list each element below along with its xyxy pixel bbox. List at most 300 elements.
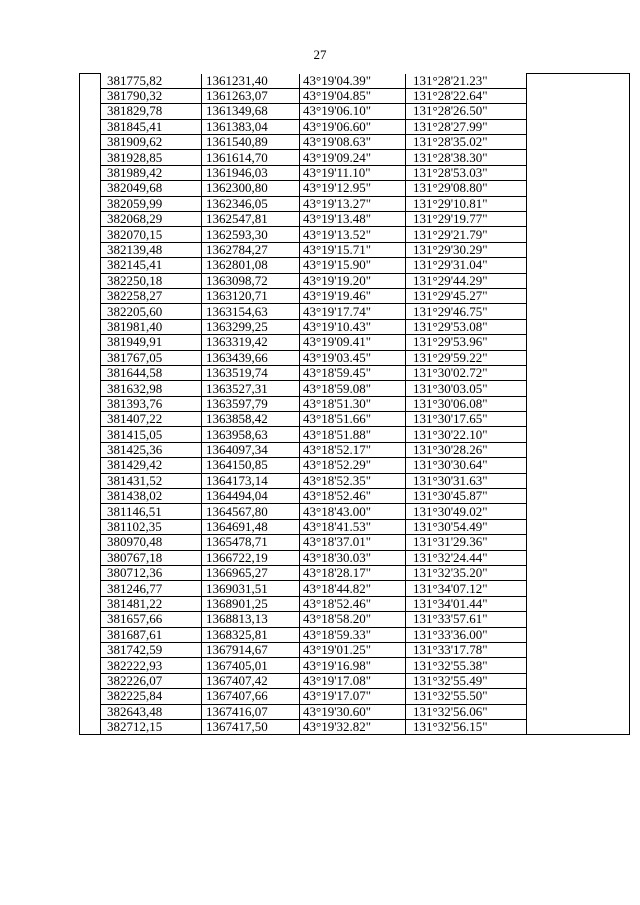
row-lead-cell [80,519,101,534]
coordinate-y-cell: 1362346,05 [202,196,300,211]
coordinate-y-cell: 1363858,42 [202,412,300,427]
latitude-cell: 43°19'17.74" [300,304,406,319]
longitude-cell: 131°29'53.08" [406,319,527,334]
latitude-cell: 43°18'30.03" [300,550,406,565]
longitude-cell: 131°29'53.96" [406,335,527,350]
coordinate-x-cell: 381393,76 [101,396,202,411]
longitude-cell: 131°29'19.77" [406,212,527,227]
coordinate-y-cell: 1364691,48 [202,519,300,534]
row-note-cell [527,104,630,119]
table-row [80,74,630,89]
latitude-cell: 43°18'51.88" [300,427,406,442]
coordinate-x-cell: 381246,77 [101,581,202,596]
coordinate-x-cell: 381928,85 [101,150,202,165]
coordinates-table-body [80,74,630,735]
row-lead-cell [80,258,101,273]
longitude-cell: 131°34'07.12" [406,581,527,596]
table-row [80,519,630,534]
row-lead-cell [80,273,101,288]
coordinate-x-cell: 381657,66 [101,612,202,627]
coordinate-x-cell: 381775,82 [101,74,202,89]
row-note-cell [527,504,630,519]
coordinate-y-cell: 1364494,04 [202,489,300,504]
table-row [80,242,630,257]
coordinate-x-cell: 381767,05 [101,350,202,365]
coordinate-x-cell: 381146,51 [101,504,202,519]
latitude-cell: 43°18'58.20" [300,612,406,627]
row-lead-cell [80,642,101,657]
longitude-cell: 131°32'55.49" [406,673,527,688]
table-row [80,642,630,657]
table-row [80,288,630,303]
coordinate-x-cell: 381429,42 [101,458,202,473]
coordinate-y-cell: 1362300,80 [202,181,300,196]
row-note-cell [527,335,630,350]
latitude-cell: 43°19'15.71" [300,242,406,257]
coordinate-x-cell: 381425,36 [101,442,202,457]
longitude-cell: 131°29'59.22" [406,350,527,365]
row-lead-cell [80,396,101,411]
row-note-cell [527,473,630,488]
row-note-cell [527,412,630,427]
coordinate-y-cell: 1361263,07 [202,88,300,103]
table-row [80,227,630,242]
longitude-cell: 131°29'46.75" [406,304,527,319]
coordinate-x-cell: 381438,02 [101,489,202,504]
table-row [80,550,630,565]
row-note-cell [527,88,630,103]
row-note-cell [527,673,630,688]
row-note-cell [527,74,630,89]
latitude-cell: 43°18'28.17" [300,566,406,581]
coordinate-y-cell: 1361231,40 [202,74,300,89]
row-note-cell [527,258,630,273]
table-row [80,627,630,642]
row-note-cell [527,458,630,473]
table-row [80,135,630,150]
longitude-cell: 131°29'30.29" [406,242,527,257]
longitude-cell: 131°33'36.00" [406,627,527,642]
row-lead-cell [80,627,101,642]
coordinate-x-cell: 381742,59 [101,642,202,657]
row-note-cell [527,704,630,719]
table-row [80,458,630,473]
row-lead-cell [80,673,101,688]
row-lead-cell [80,504,101,519]
coordinate-x-cell: 380712,36 [101,566,202,581]
coordinate-y-cell: 1363120,71 [202,288,300,303]
table-row [80,673,630,688]
row-lead-cell [80,535,101,550]
latitude-cell: 43°19'12.95" [300,181,406,196]
latitude-cell: 43°19'06.60" [300,119,406,134]
latitude-cell: 43°19'03.45" [300,350,406,365]
latitude-cell: 43°18'44.82" [300,581,406,596]
coordinate-y-cell: 1363299,25 [202,319,300,334]
row-lead-cell [80,150,101,165]
row-note-cell [527,227,630,242]
row-note-cell [527,581,630,596]
row-note-cell [527,489,630,504]
table-row [80,412,630,427]
longitude-cell: 131°32'35.20" [406,566,527,581]
longitude-cell: 131°28'21.23" [406,74,527,89]
longitude-cell: 131°30'17.65" [406,412,527,427]
latitude-cell: 43°18'43.00" [300,504,406,519]
table-row [80,396,630,411]
table-row [80,258,630,273]
row-lead-cell [80,596,101,611]
latitude-cell: 43°19'15.90" [300,258,406,273]
row-lead-cell [80,612,101,627]
row-lead-cell [80,135,101,150]
longitude-cell: 131°32'55.50" [406,689,527,704]
longitude-cell: 131°30'54.49" [406,519,527,534]
table-row [80,350,630,365]
longitude-cell: 131°30'06.08" [406,396,527,411]
table-row [80,489,630,504]
row-lead-cell [80,165,101,180]
table-row [80,427,630,442]
latitude-cell: 43°19'17.08" [300,673,406,688]
latitude-cell: 43°19'16.98" [300,658,406,673]
longitude-cell: 131°29'44.29" [406,273,527,288]
coordinate-x-cell: 381790,32 [101,88,202,103]
longitude-cell: 131°29'21.79" [406,227,527,242]
coordinate-x-cell: 381981,40 [101,319,202,334]
row-lead-cell [80,119,101,134]
latitude-cell: 43°18'37.01" [300,535,406,550]
row-note-cell [527,196,630,211]
coordinate-x-cell: 382139,48 [101,242,202,257]
latitude-cell: 43°19'10.43" [300,319,406,334]
latitude-cell: 43°18'51.66" [300,412,406,427]
longitude-cell: 131°32'56.06" [406,704,527,719]
coordinate-x-cell: 381949,91 [101,335,202,350]
coordinate-y-cell: 1368325,81 [202,627,300,642]
row-lead-cell [80,704,101,719]
row-lead-cell [80,88,101,103]
row-note-cell [527,288,630,303]
longitude-cell: 131°30'28.26" [406,442,527,457]
row-note-cell [527,550,630,565]
row-note-cell [527,119,630,134]
row-lead-cell [80,658,101,673]
coordinate-y-cell: 1361383,04 [202,119,300,134]
row-lead-cell [80,288,101,303]
longitude-cell: 131°30'31.63" [406,473,527,488]
table-row [80,581,630,596]
row-lead-cell [80,689,101,704]
table-row [80,165,630,180]
coordinate-y-cell: 1367405,01 [202,658,300,673]
coordinate-y-cell: 1363519,74 [202,365,300,380]
longitude-cell: 131°29'10.81" [406,196,527,211]
longitude-cell: 131°32'55.38" [406,658,527,673]
coordinate-x-cell: 381632,98 [101,381,202,396]
row-lead-cell [80,365,101,380]
coordinate-y-cell: 1367417,50 [202,719,300,734]
row-lead-cell [80,473,101,488]
longitude-cell: 131°32'24.44" [406,550,527,565]
coordinate-x-cell: 381415,05 [101,427,202,442]
table-row [80,196,630,211]
coordinate-y-cell: 1363319,42 [202,335,300,350]
table-row [80,119,630,134]
row-lead-cell [80,181,101,196]
table-row [80,566,630,581]
row-lead-cell [80,212,101,227]
coordinate-y-cell: 1365478,71 [202,535,300,550]
coordinate-y-cell: 1368901,25 [202,596,300,611]
latitude-cell: 43°18'52.29" [300,458,406,473]
latitude-cell: 43°18'52.17" [300,442,406,457]
row-note-cell [527,304,630,319]
coordinate-x-cell: 381845,41 [101,119,202,134]
coordinate-x-cell: 382225,84 [101,689,202,704]
coordinate-y-cell: 1364097,34 [202,442,300,457]
row-lead-cell [80,104,101,119]
coordinate-x-cell: 381644,58 [101,365,202,380]
table-row [80,88,630,103]
coordinate-y-cell: 1361946,03 [202,165,300,180]
coordinate-y-cell: 1367407,42 [202,673,300,688]
longitude-cell: 131°33'57.61" [406,612,527,627]
coordinate-y-cell: 1367407,66 [202,689,300,704]
latitude-cell: 43°18'41.53" [300,519,406,534]
table-row [80,719,630,734]
row-lead-cell [80,458,101,473]
row-note-cell [527,719,630,734]
coordinate-x-cell: 382145,41 [101,258,202,273]
coordinate-y-cell: 1363154,63 [202,304,300,319]
latitude-cell: 43°19'13.27" [300,196,406,211]
longitude-cell: 131°33'17.78" [406,642,527,657]
coordinate-y-cell: 1366722,19 [202,550,300,565]
coordinate-x-cell: 381989,42 [101,165,202,180]
page-number: 27 [313,47,327,62]
table-row [80,658,630,673]
coordinate-y-cell: 1362801,08 [202,258,300,273]
coordinate-x-cell: 382643,48 [101,704,202,719]
row-note-cell [527,396,630,411]
row-note-cell [527,566,630,581]
row-lead-cell [80,319,101,334]
coordinate-x-cell: 382250,18 [101,273,202,288]
latitude-cell: 43°19'06.10" [300,104,406,119]
coordinate-x-cell: 381481,22 [101,596,202,611]
coordinate-y-cell: 1363597,79 [202,396,300,411]
latitude-cell: 43°18'59.45" [300,365,406,380]
table-row [80,612,630,627]
coordinate-x-cell: 382258,27 [101,288,202,303]
latitude-cell: 43°18'59.08" [300,381,406,396]
row-note-cell [527,689,630,704]
latitude-cell: 43°19'11.10" [300,165,406,180]
coordinate-y-cell: 1369031,51 [202,581,300,596]
longitude-cell: 131°31'29.36" [406,535,527,550]
coordinate-y-cell: 1363527,31 [202,381,300,396]
coordinate-y-cell: 1366965,27 [202,566,300,581]
row-note-cell [527,273,630,288]
coordinate-y-cell: 1368813,13 [202,612,300,627]
row-lead-cell [80,381,101,396]
latitude-cell: 43°19'13.52" [300,227,406,242]
coordinate-x-cell: 381687,61 [101,627,202,642]
longitude-cell: 131°30'45.87" [406,489,527,504]
table-row [80,504,630,519]
coordinate-x-cell: 380970,48 [101,535,202,550]
coordinates-table [79,73,630,735]
row-lead-cell [80,304,101,319]
row-lead-cell [80,74,101,89]
latitude-cell: 43°19'19.20" [300,273,406,288]
longitude-cell: 131°28'27.99" [406,119,527,134]
latitude-cell: 43°19'04.85" [300,88,406,103]
table-row [80,304,630,319]
row-lead-cell [80,412,101,427]
row-note-cell [527,212,630,227]
coordinate-x-cell: 381102,35 [101,519,202,534]
row-note-cell [527,596,630,611]
row-note-cell [527,181,630,196]
latitude-cell: 43°18'51.30" [300,396,406,411]
latitude-cell: 43°19'09.41" [300,335,406,350]
row-note-cell [527,242,630,257]
table-row [80,319,630,334]
latitude-cell: 43°19'04.39" [300,74,406,89]
row-note-cell [527,442,630,457]
row-note-cell [527,381,630,396]
coordinate-x-cell: 382068,29 [101,212,202,227]
row-lead-cell [80,489,101,504]
longitude-cell: 131°28'35.02" [406,135,527,150]
longitude-cell: 131°29'45.27" [406,288,527,303]
row-lead-cell [80,581,101,596]
latitude-cell: 43°19'13.48" [300,212,406,227]
row-note-cell [527,658,630,673]
row-lead-cell [80,227,101,242]
row-lead-cell [80,550,101,565]
latitude-cell: 43°19'09.24" [300,150,406,165]
table-row [80,473,630,488]
row-note-cell [527,135,630,150]
longitude-cell: 131°30'49.02" [406,504,527,519]
table-row [80,104,630,119]
longitude-cell: 131°29'31.04" [406,258,527,273]
row-note-cell [527,150,630,165]
row-lead-cell [80,196,101,211]
row-lead-cell [80,427,101,442]
coordinate-y-cell: 1363098,72 [202,273,300,288]
row-note-cell [527,519,630,534]
coordinate-x-cell: 382226,07 [101,673,202,688]
coordinate-y-cell: 1363439,66 [202,350,300,365]
row-lead-cell [80,350,101,365]
row-note-cell [527,642,630,657]
row-lead-cell [80,566,101,581]
latitude-cell: 43°18'59.33" [300,627,406,642]
longitude-cell: 131°30'02.72" [406,365,527,380]
row-note-cell [527,165,630,180]
row-note-cell [527,319,630,334]
table-row [80,596,630,611]
coordinate-x-cell: 381909,62 [101,135,202,150]
coordinate-x-cell: 382205,60 [101,304,202,319]
coordinate-y-cell: 1362784,27 [202,242,300,257]
longitude-cell: 131°28'26.50" [406,104,527,119]
table-row [80,212,630,227]
longitude-cell: 131°30'30.64" [406,458,527,473]
coordinate-x-cell: 381407,22 [101,412,202,427]
latitude-cell: 43°18'52.35" [300,473,406,488]
table-row [80,365,630,380]
coordinate-y-cell: 1363958,63 [202,427,300,442]
latitude-cell: 43°18'52.46" [300,489,406,504]
row-note-cell [527,365,630,380]
longitude-cell: 131°32'56.15" [406,719,527,734]
coordinate-y-cell: 1367914,67 [202,642,300,657]
table-row [80,273,630,288]
coordinate-y-cell: 1364567,80 [202,504,300,519]
latitude-cell: 43°19'30.60" [300,704,406,719]
row-note-cell [527,535,630,550]
longitude-cell: 131°28'22.64" [406,88,527,103]
row-lead-cell [80,442,101,457]
row-note-cell [527,427,630,442]
coordinate-y-cell: 1361349,68 [202,104,300,119]
longitude-cell: 131°30'22.10" [406,427,527,442]
coordinate-x-cell: 382049,68 [101,181,202,196]
longitude-cell: 131°28'53.03" [406,165,527,180]
longitude-cell: 131°29'08.80" [406,181,527,196]
latitude-cell: 43°18'52.46" [300,596,406,611]
coordinate-y-cell: 1364150,85 [202,458,300,473]
coordinate-y-cell: 1362593,30 [202,227,300,242]
latitude-cell: 43°19'08.63" [300,135,406,150]
coordinate-x-cell: 382070,15 [101,227,202,242]
longitude-cell: 131°30'03.05" [406,381,527,396]
coordinate-x-cell: 381829,78 [101,104,202,119]
coordinate-x-cell: 382222,93 [101,658,202,673]
latitude-cell: 43°19'32.82" [300,719,406,734]
coordinate-y-cell: 1362547,81 [202,212,300,227]
latitude-cell: 43°19'01.25" [300,642,406,657]
coordinate-y-cell: 1364173,14 [202,473,300,488]
coordinate-x-cell: 382059,99 [101,196,202,211]
row-lead-cell [80,335,101,350]
longitude-cell: 131°34'01.44" [406,596,527,611]
latitude-cell: 43°19'17.07" [300,689,406,704]
table-row [80,181,630,196]
row-note-cell [527,350,630,365]
table-row [80,381,630,396]
coordinate-x-cell: 382712,15 [101,719,202,734]
coordinate-x-cell: 380767,18 [101,550,202,565]
table-row [80,442,630,457]
table-row [80,335,630,350]
table-row [80,704,630,719]
table-row [80,150,630,165]
row-lead-cell [80,719,101,734]
longitude-cell: 131°28'38.30" [406,150,527,165]
coordinate-y-cell: 1367416,07 [202,704,300,719]
row-note-cell [527,612,630,627]
table-row [80,535,630,550]
row-lead-cell [80,242,101,257]
row-note-cell [527,627,630,642]
coordinate-y-cell: 1361614,70 [202,150,300,165]
